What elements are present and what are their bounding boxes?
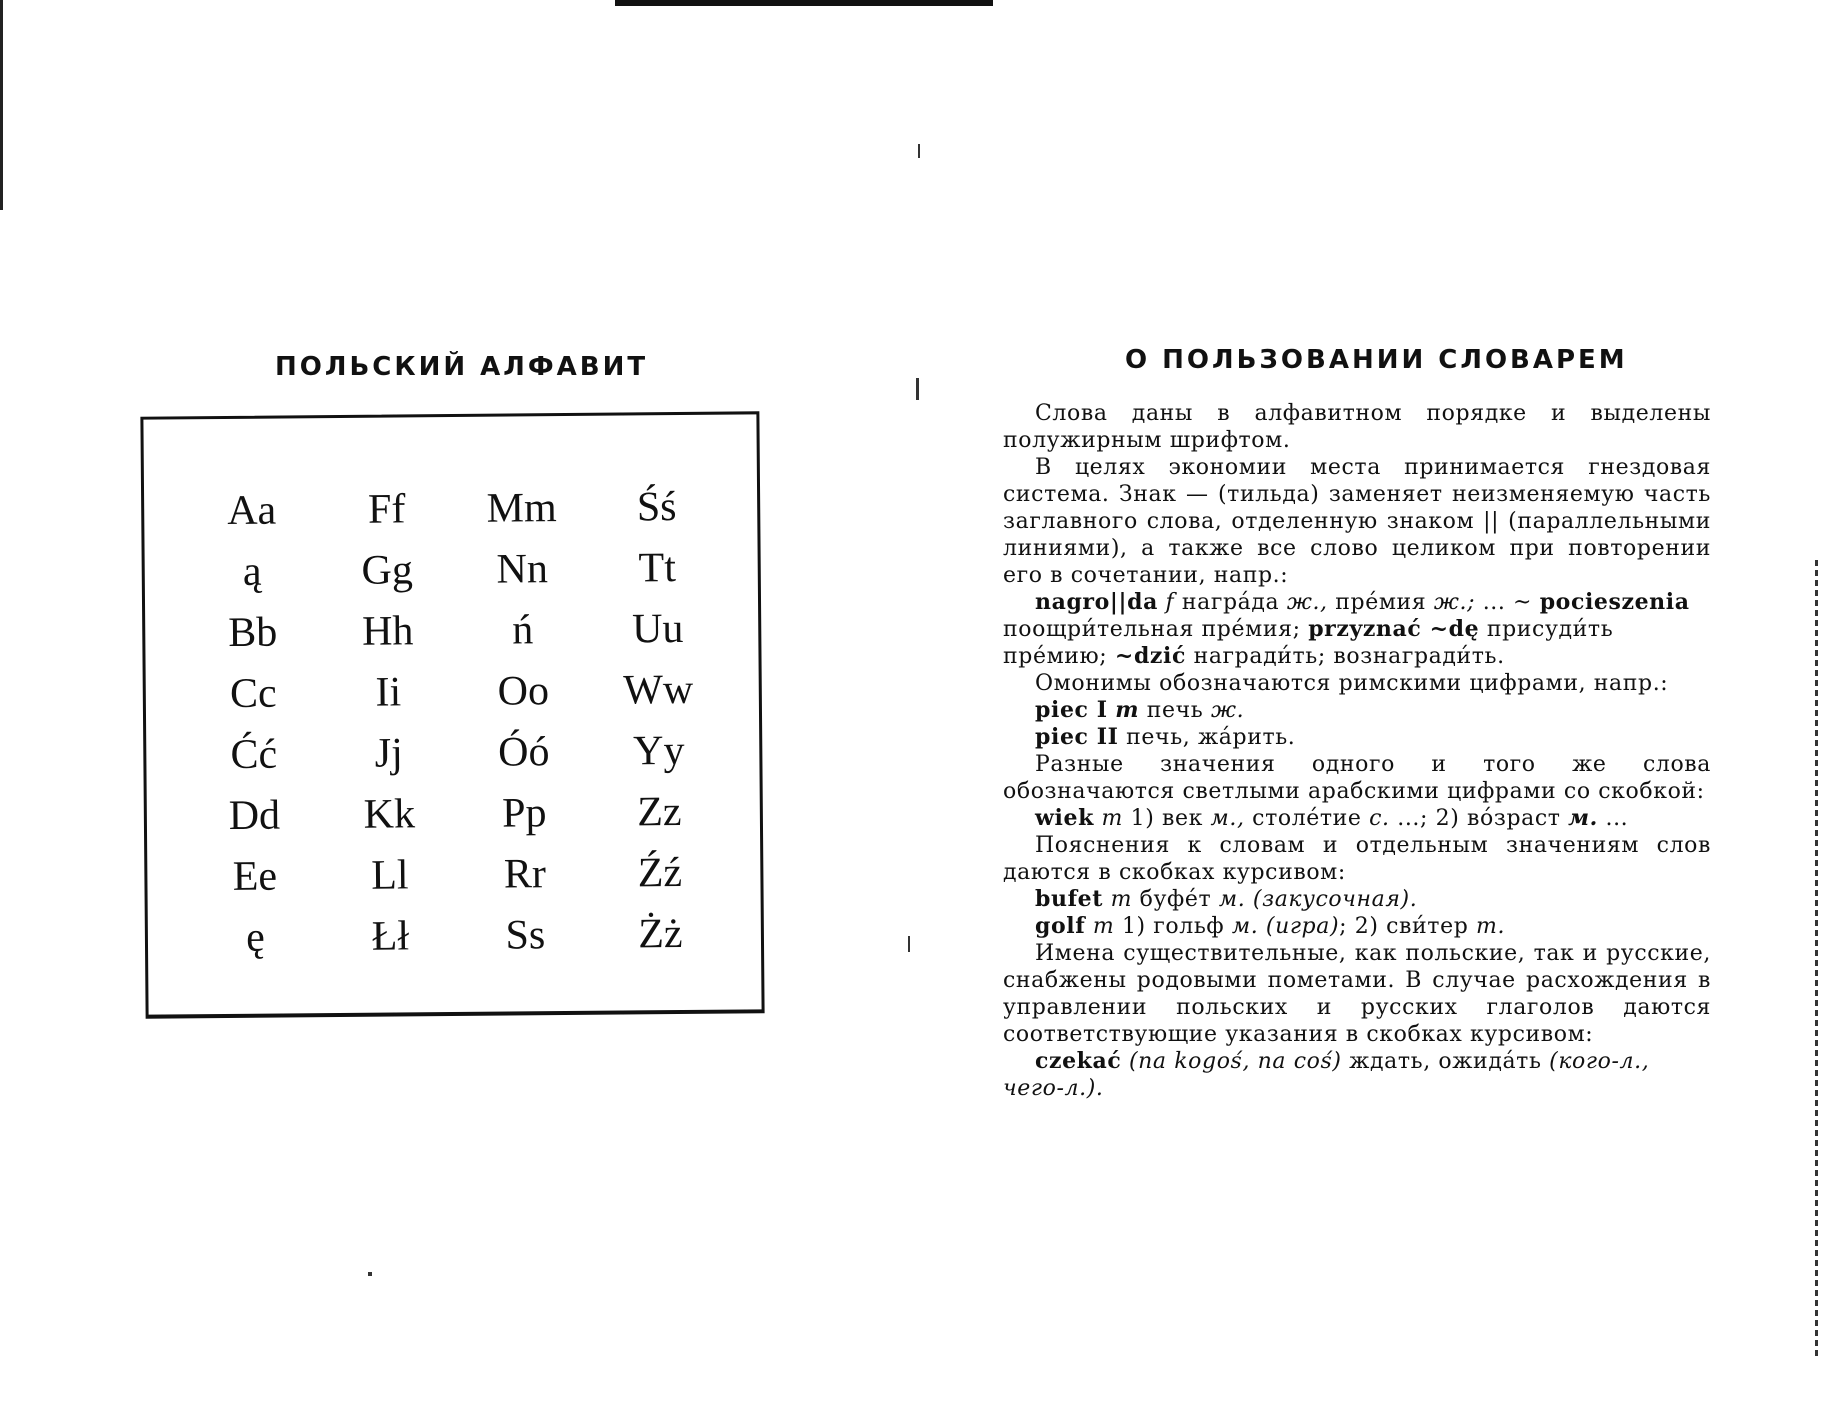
polish-phrase: ~dzić (1114, 643, 1186, 669)
right-page (910, 0, 1832, 1417)
alphabet-letter: Zz (636, 789, 682, 836)
translation: печь, жа́рить. (1126, 725, 1296, 750)
example-wiek (1003, 805, 1711, 832)
polish-phrase: przyznać ~dę (1308, 616, 1480, 642)
gender-mark: m (1101, 806, 1123, 831)
italic-note: (na kogoś, na coś) (1128, 1049, 1342, 1074)
alphabet-letter: Dd (228, 792, 281, 839)
example-golf (1003, 913, 1711, 940)
translation: ; 2) сви́тер (1339, 914, 1469, 939)
paragraph-gender: Имена существительные, как польские, так и русские, снабжены родовыми пометами. В случае расхождения в управлении польских и русских глаголов даются соответствующие указания в скобках курсивом: (1003, 941, 1711, 1047)
gender-mark: f (1165, 590, 1175, 615)
gender-mark: м. (1231, 914, 1259, 939)
translation: 1) гольф (1121, 914, 1225, 939)
alphabet-letter: Ll (371, 852, 409, 899)
alphabet-letter: Mm (486, 485, 557, 532)
translation: 1) век (1130, 806, 1203, 831)
example-piec-1 (1003, 697, 1711, 724)
alphabet-letter: Kk (363, 791, 416, 838)
alphabet-letter: Ff (367, 486, 406, 533)
alphabet-letter: Ss (505, 912, 546, 959)
alphabet-letter: ą (242, 548, 262, 595)
gender-mark: m (1092, 914, 1115, 939)
gender-mark: m (1115, 697, 1140, 723)
alphabet-letter: Gg (361, 547, 414, 594)
alphabet-letter: Ii (375, 669, 402, 716)
translation: буфе́т (1139, 887, 1212, 912)
alphabet-letter: Tt (638, 545, 677, 592)
headword: piec I (1035, 697, 1108, 723)
alphabet-letter: Jj (374, 730, 404, 777)
alphabet-letter: Uu (631, 605, 684, 653)
alphabet-letter: Ćć (230, 731, 278, 778)
example-bufet (1003, 886, 1711, 913)
alphabet-letter: ń (512, 607, 534, 654)
translation: ждать, ожида́ть (1349, 1049, 1542, 1074)
translation: присуди́ть пре́мию; (1003, 617, 1614, 669)
paragraph-intro: Слова даны в алфавитном порядке и выделены полужирным шрифтом. (1003, 401, 1711, 453)
alphabet-letter: Oo (497, 668, 550, 715)
headword: czekać (1035, 1048, 1122, 1074)
gender-mark: ж., (1286, 590, 1328, 615)
paragraph-explanations: Пояснения к словам и отдельным значениям слов даются в скобках курсивом: (1003, 833, 1711, 885)
translation: печь (1146, 698, 1204, 723)
alphabet-letter: Ww (623, 666, 694, 714)
alphabet-letter: Yy (632, 727, 685, 775)
alphabet-letter: Bb (228, 609, 278, 656)
alphabet-letter: Nn (496, 546, 549, 593)
alphabet-letter: Óó (497, 729, 550, 776)
gender-mark: ж.; (1433, 590, 1476, 615)
headword: wiek (1035, 805, 1094, 831)
translation: награ́да (1181, 590, 1280, 615)
translation: ... ~ (1482, 590, 1533, 615)
alphabet-letter: Pp (501, 790, 547, 837)
alphabet-letter: Ee (232, 853, 278, 900)
left-page (0, 0, 910, 1417)
translation: поощри́тельная пре́мия; (1003, 617, 1301, 642)
headword: golf (1035, 913, 1086, 939)
gender-mark: с. (1369, 806, 1390, 831)
alphabet-letter: Śś (636, 484, 677, 531)
italic-note: (игра) (1265, 914, 1340, 939)
gender-mark: m. (1475, 914, 1506, 939)
headword: piec II (1035, 724, 1119, 750)
headword: nagro||da (1035, 589, 1158, 615)
gender-mark: м. (1568, 805, 1598, 831)
usage-body (1003, 400, 1711, 1102)
gender-mark: м. (1218, 887, 1246, 912)
translation: ... (1605, 806, 1629, 831)
example-piec-2 (1003, 724, 1711, 751)
translation: столе́тие (1252, 806, 1362, 831)
alphabet-table (140, 411, 764, 1018)
gender-mark: м., (1210, 806, 1245, 831)
alphabet-letter: Hh (361, 608, 414, 655)
polish-phrase: pocieszenia (1539, 589, 1690, 615)
headword: bufet (1035, 886, 1104, 912)
translation: пре́мия (1335, 590, 1427, 615)
alphabet-grid (184, 477, 728, 970)
alphabet-title: ПОЛЬСКИЙ АЛФАВИТ (275, 352, 649, 382)
alphabet-letter: Źź (637, 850, 683, 897)
example-czekac (1003, 1048, 1711, 1102)
paragraph-homonyms: Омонимы обозначаются римскими цифрами, напр.: (1035, 671, 1669, 696)
paragraph-nest-system: В целях экономии места принимается гнездовая система. Знак — (тильда) заменяет неизменяемую часть заглавного слова, отделенную знаком || (параллельными линиями), а также все слово целиком при повторении его в сочетании, напр.: (1003, 455, 1711, 588)
translation: награди́ть; вознагради́ть. (1193, 644, 1505, 669)
translation: ...; 2) во́зраст (1397, 806, 1561, 831)
alphabet-letter: Rr (503, 851, 547, 898)
paragraph-meanings: Разные значения одного и того же слова обозначаются светлыми арабскими цифрами со скобкой: (1003, 752, 1711, 804)
alphabet-letter: ę (245, 914, 265, 961)
gender-mark: ж. (1210, 698, 1245, 723)
alphabet-letter: Cc (229, 670, 277, 717)
usage-title: О ПОЛЬЗОВАНИИ СЛОВАРЕМ (1125, 345, 1628, 375)
gender-mark: m (1110, 887, 1133, 912)
italic-note: (закусочная). (1252, 887, 1418, 912)
alphabet-letter: Żż (638, 911, 683, 958)
italic-note: (кого-л., чего-л.). (1003, 1049, 1650, 1101)
alphabet-letter: Aa (227, 487, 277, 534)
alphabet-letter: Łł (371, 913, 410, 960)
example-nagroda (1003, 589, 1711, 670)
